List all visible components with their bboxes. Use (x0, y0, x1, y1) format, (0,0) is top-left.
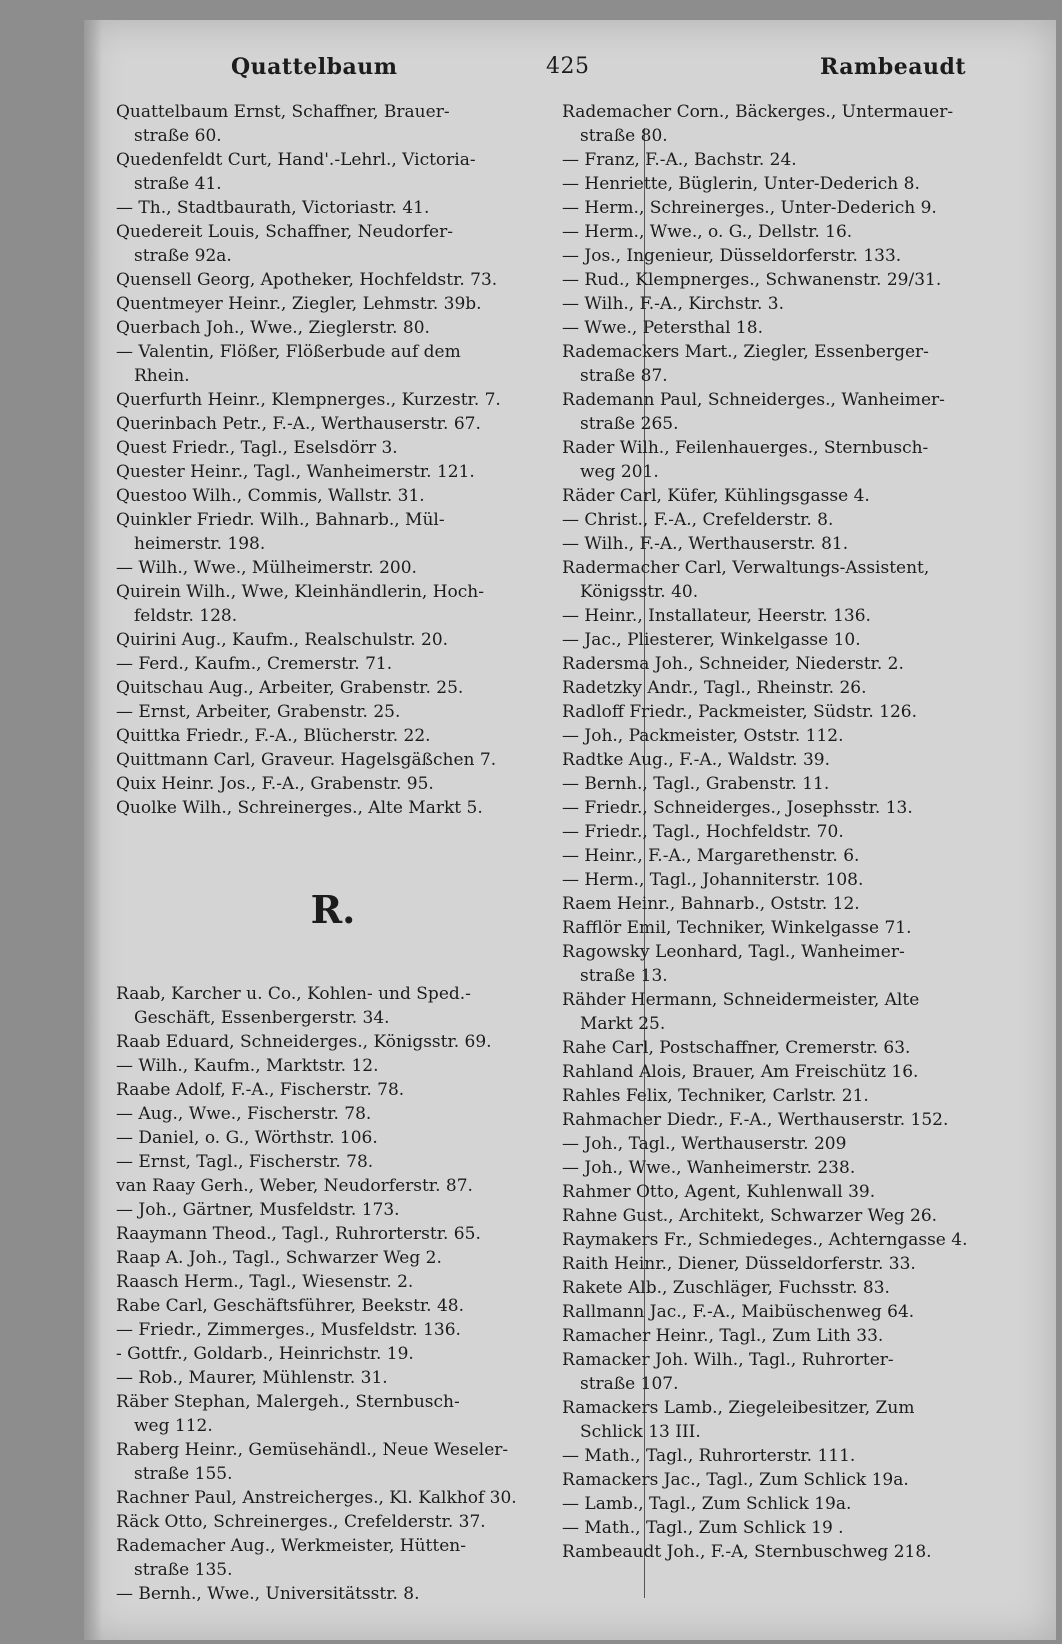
entry-line: Quedenfeldt Curt, Hand'.-Lehrl., Victoria- (116, 150, 476, 170)
directory-entry (116, 388, 550, 412)
entry-line: Raab, Karcher u. Co., Kohlen- und Sped.- (116, 984, 471, 1004)
directory-entry (116, 1102, 550, 1126)
directory-entry (116, 1030, 550, 1054)
directory-entry (562, 940, 1018, 988)
entry-line: Quix Heinr. Jos., F.-A., Grabenstr. 95. (116, 774, 434, 794)
entry-continuation: Rhein. (134, 366, 190, 386)
left-entries-r (116, 982, 550, 1606)
directory-entry (562, 724, 1018, 748)
directory-entry (116, 268, 550, 292)
entry-line: Rahmacher Diedr., F.-A., Werthauserstr. 152. (562, 1110, 949, 1130)
entry-line: Quest Friedr., Tagl., Eselsdörr 3. (116, 438, 398, 458)
entry-line: — Wilh., F.-A., Werthauserstr. 81. (562, 534, 849, 554)
directory-entry (562, 604, 1018, 628)
header-right-keyword: Rambeaudt (820, 54, 966, 80)
entry-continuation: straße 135. (134, 1560, 233, 1580)
directory-entry (562, 1204, 1018, 1228)
entry-line: Ramacker Joh. Wilh., Tagl., Ruhrorter- (562, 1350, 894, 1370)
entry-line: Raymakers Fr., Schmiedeges., Achterngasse 4. (562, 1230, 968, 1250)
entry-line: Radersma Joh., Schneider, Niederstr. 2. (562, 654, 904, 674)
directory-entry (562, 1324, 1018, 1348)
entry-line: — Joh., Gärtner, Musfeldstr. 173. (116, 1200, 400, 1220)
entry-line: — Ernst, Arbeiter, Grabenstr. 25. (116, 702, 401, 722)
entry-line: — Herm., Schreinerges., Unter-Dederich 9. (562, 198, 937, 218)
directory-entry (562, 988, 1018, 1036)
directory-entry (116, 1270, 550, 1294)
entry-line: Radloff Friedr., Packmeister, Südstr. 126. (562, 702, 918, 722)
directory-entry (562, 268, 1018, 292)
entry-line: — Ernst, Tagl., Fischerstr. 78. (116, 1152, 374, 1172)
directory-entry (562, 700, 1018, 724)
entry-line: — Herm., Tagl., Johanniterstr. 108. (562, 870, 864, 890)
entry-line: - Gottfr., Goldarb., Heinrichstr. 19. (116, 1344, 414, 1364)
directory-entry (562, 772, 1018, 796)
left-entries-q (116, 100, 550, 820)
entry-line: — Ferd., Kaufm., Cremerstr. 71. (116, 654, 393, 674)
directory-entry (562, 1492, 1018, 1516)
directory-entry (116, 676, 550, 700)
directory-entry (116, 1390, 550, 1438)
entry-line: Quitschau Aug., Arbeiter, Grabenstr. 25. (116, 678, 464, 698)
directory-entry (116, 628, 550, 652)
directory-entry (562, 1060, 1018, 1084)
directory-page (84, 20, 1056, 1640)
directory-entry (562, 844, 1018, 868)
directory-entry (116, 1246, 550, 1270)
directory-entry (116, 340, 550, 388)
directory-entry (562, 1252, 1018, 1276)
directory-entry (562, 436, 1018, 484)
entry-line: Radtke Aug., F.-A., Waldstr. 39. (562, 750, 831, 770)
directory-entry (116, 436, 550, 460)
entry-line: Rahles Felix, Techniker, Carlstr. 21. (562, 1086, 869, 1106)
entry-line: Quittka Friedr., F.-A., Blücherstr. 22. (116, 726, 431, 746)
entry-line: — Henriette, Büglerin, Unter-Dederich 8. (562, 174, 920, 194)
directory-entry (116, 1318, 550, 1342)
directory-entry (116, 460, 550, 484)
entry-continuation: straße 13. (580, 966, 668, 986)
directory-entry (116, 1054, 550, 1078)
entry-line: van Raay Gerh., Weber, Neudorferstr. 87. (116, 1176, 473, 1196)
entry-continuation: Schlick 13 III. (580, 1422, 701, 1442)
entry-line: — Franz, F.-A., Bachstr. 24. (562, 150, 797, 170)
entry-continuation: weg 112. (134, 1416, 213, 1436)
entry-continuation: Markt 25. (580, 1014, 666, 1034)
entry-continuation: straße 87. (580, 366, 668, 386)
directory-entry (116, 982, 550, 1030)
entry-line: — Bernh., Wwe., Universitätsstr. 8. (116, 1584, 420, 1604)
directory-entry (562, 868, 1018, 892)
directory-entry (562, 292, 1018, 316)
entry-line: Rademacher Corn., Bäckerges., Untermauer- (562, 102, 954, 122)
entry-line: — Joh., Packmeister, Oststr. 112. (562, 726, 844, 746)
entry-line: — Friedr., Zimmerges., Musfeldstr. 136. (116, 1320, 461, 1340)
directory-entry (116, 484, 550, 508)
entry-continuation: straße 60. (134, 126, 222, 146)
entry-continuation: straße 107. (580, 1374, 679, 1394)
directory-entry (116, 724, 550, 748)
entry-line: — Valentin, Flößer, Flößerbude auf dem (116, 342, 461, 362)
entry-line: — Heinr., Installateur, Heerstr. 136. (562, 606, 871, 626)
entry-line: Ramacher Heinr., Tagl., Zum Lith 33. (562, 1326, 884, 1346)
directory-entry (562, 388, 1018, 436)
directory-entry (116, 148, 550, 196)
entry-continuation: straße 155. (134, 1464, 233, 1484)
entry-line: Rademann Paul, Schneiderges., Wanheimer- (562, 390, 945, 410)
directory-entry (562, 1444, 1018, 1468)
entry-line: — Wilh., Wwe., Mülheimerstr. 200. (116, 558, 417, 578)
entry-line: Quirini Aug., Kaufm., Realschulstr. 20. (116, 630, 449, 650)
directory-entry (116, 1366, 550, 1390)
directory-entry (116, 1438, 550, 1486)
directory-entry (116, 700, 550, 724)
right-entries (562, 100, 1018, 1564)
right-column (562, 100, 1018, 1564)
entry-line: — Heinr., F.-A., Margarethenstr. 6. (562, 846, 860, 866)
entry-line: — Rob., Maurer, Mühlenstr. 31. (116, 1368, 388, 1388)
directory-entry (562, 532, 1018, 556)
directory-entry (116, 796, 550, 820)
directory-entry (116, 772, 550, 796)
entry-line: Ramackers Lamb., Ziegeleibesitzer, Zum (562, 1398, 915, 1418)
entry-line: Quinkler Friedr. Wilh., Bahnarb., Mül- (116, 510, 445, 530)
directory-entry (116, 100, 550, 148)
entry-line: Quirein Wilh., Wwe, Kleinhändlerin, Hoch- (116, 582, 484, 602)
entry-line: Rader Wilh., Feilenhauerges., Sternbusch- (562, 438, 929, 458)
entry-line: Raab Eduard, Schneiderges., Königsstr. 69. (116, 1032, 492, 1052)
entry-line: — Daniel, o. G., Wörthstr. 106. (116, 1128, 378, 1148)
entry-continuation: straße 80. (580, 126, 668, 146)
entry-line: Raap A. Joh., Tagl., Schwarzer Weg 2. (116, 1248, 442, 1268)
entry-line: Radermacher Carl, Verwaltungs-Assistent, (562, 558, 930, 578)
entry-line: — Math., Tagl., Ruhrorterstr. 111. (562, 1446, 856, 1466)
directory-entry (116, 1534, 550, 1582)
entry-line: — Th., Stadtbaurath, Victoriastr. 41. (116, 198, 430, 218)
entry-line: Rallmann Jac., F.-A., Maibüschenweg 64. (562, 1302, 915, 1322)
entry-line: — Lamb., Tagl., Zum Schlick 19a. (562, 1494, 852, 1514)
directory-entry (116, 1078, 550, 1102)
entry-line: Rademacher Aug., Werkmeister, Hütten- (116, 1536, 466, 1556)
directory-entry (562, 1108, 1018, 1132)
directory-entry (116, 1174, 550, 1198)
entry-line: Quattelbaum Ernst, Schaffner, Brauer- (116, 102, 450, 122)
entry-continuation: straße 92a. (134, 246, 232, 266)
entry-line: Ramackers Jac., Tagl., Zum Schlick 19a. (562, 1470, 909, 1490)
entry-continuation: weg 201. (580, 462, 659, 482)
header-left-keyword: Quattelbaum (231, 54, 398, 80)
entry-continuation: heimerstr. 198. (134, 534, 266, 554)
directory-entry (562, 1300, 1018, 1324)
directory-entry (562, 1276, 1018, 1300)
entry-line: Querfurth Heinr., Klempnerges., Kurzestr. 7. (116, 390, 501, 410)
entry-line: Querinbach Petr., F.-A., Werthauserstr. 67. (116, 414, 481, 434)
directory-entry (562, 676, 1018, 700)
directory-entry (116, 1510, 550, 1534)
entry-line: — Christ., F.-A., Crefelderstr. 8. (562, 510, 834, 530)
entry-line: Quentmeyer Heinr., Ziegler, Lehmstr. 39b. (116, 294, 482, 314)
directory-entry (562, 556, 1018, 604)
entry-line: Raaymann Theod., Tagl., Ruhrorterstr. 65. (116, 1224, 481, 1244)
entry-line: — Bernh., Tagl., Grabenstr. 11. (562, 774, 830, 794)
entry-line: Rähder Hermann, Schneidermeister, Alte (562, 990, 920, 1010)
directory-entry (562, 148, 1018, 172)
entry-line: Rademackers Mart., Ziegler, Essenberger- (562, 342, 929, 362)
left-column (116, 100, 550, 1606)
entry-line: — Herm., Wwe., o. G., Dellstr. 16. (562, 222, 853, 242)
entry-line: Quolke Wilh., Schreinerges., Alte Markt 5. (116, 798, 483, 818)
entry-line: — Math., Tagl., Zum Schlick 19 . (562, 1518, 844, 1538)
entry-line: Raith Heinr., Diener, Düsseldorferstr. 33. (562, 1254, 916, 1274)
directory-entry (116, 1486, 550, 1510)
entry-line: Rahmer Otto, Agent, Kuhlenwall 39. (562, 1182, 876, 1202)
entry-line: — Aug., Wwe., Fischerstr. 78. (116, 1104, 372, 1124)
entry-line: Rabe Carl, Geschäftsführer, Beekstr. 48. (116, 1296, 465, 1316)
entry-line: Rahne Gust., Architekt, Schwarzer Weg 26. (562, 1206, 938, 1226)
entry-line: Rambeaudt Joh., F.-A, Sternbuschweg 218. (562, 1542, 932, 1562)
entry-line: Quedereit Louis, Schaffner, Neudorfer- (116, 222, 453, 242)
directory-entry (116, 316, 550, 340)
directory-entry (562, 196, 1018, 220)
entry-line: — Friedr., Tagl., Hochfeldstr. 70. (562, 822, 844, 842)
entry-line: Räck Otto, Schreinerges., Crefelderstr. 37. (116, 1512, 486, 1532)
entry-line: Raem Heinr., Bahnarb., Oststr. 12. (562, 894, 860, 914)
directory-entry (562, 316, 1018, 340)
directory-entry (562, 1084, 1018, 1108)
entry-line: — Wilh., Kaufm., Marktstr. 12. (116, 1056, 379, 1076)
entry-line: — Jac., Pliesterer, Winkelgasse 10. (562, 630, 861, 650)
directory-entry (116, 292, 550, 316)
directory-entry (562, 340, 1018, 388)
directory-entry (562, 1036, 1018, 1060)
entry-line: Räber Stephan, Malergeh., Sternbusch- (116, 1392, 460, 1412)
section-letter: R. (310, 887, 356, 932)
directory-entry (562, 508, 1018, 532)
directory-entry (116, 412, 550, 436)
directory-entry (562, 100, 1018, 148)
directory-entry (562, 652, 1018, 676)
entry-line: Quittmann Carl, Graveur. Hagelsgäßchen 7. (116, 750, 497, 770)
entry-line: — Wwe., Petersthal 18. (562, 318, 763, 338)
entry-line: — Friedr., Schneiderges., Josephsstr. 13. (562, 798, 913, 818)
entry-line: — Joh., Wwe., Wanheimerstr. 238. (562, 1158, 856, 1178)
directory-entry (116, 1342, 550, 1366)
directory-entry (562, 484, 1018, 508)
entry-line: Raabe Adolf, F.-A., Fischerstr. 78. (116, 1080, 405, 1100)
directory-entry (562, 1228, 1018, 1252)
directory-entry (116, 1126, 550, 1150)
entry-line: Raasch Herm., Tagl., Wiesenstr. 2. (116, 1272, 414, 1292)
entry-line: Räder Carl, Küfer, Kühlingsgasse 4. (562, 486, 870, 506)
entry-line: Quensell Georg, Apotheker, Hochfeldstr. 73. (116, 270, 498, 290)
entry-line: Quester Heinr., Tagl., Wanheimerstr. 121. (116, 462, 475, 482)
directory-entry (562, 892, 1018, 916)
directory-entry (562, 1156, 1018, 1180)
entry-continuation: Königsstr. 40. (580, 582, 699, 602)
directory-entry (562, 820, 1018, 844)
directory-entry (562, 1132, 1018, 1156)
entry-line: Rakete Alb., Zuschläger, Fuchsstr. 83. (562, 1278, 890, 1298)
directory-entry (116, 1222, 550, 1246)
entry-line: Radetzky Andr., Tagl., Rheinstr. 26. (562, 678, 867, 698)
entry-line: Rachner Paul, Anstreicherges., Kl. Kalkhof 30. (116, 1488, 517, 1508)
directory-entry (562, 1348, 1018, 1396)
entry-line: — Jos., Ingenieur, Düsseldorferstr. 133. (562, 246, 902, 266)
directory-entry (562, 916, 1018, 940)
directory-entry (116, 508, 550, 556)
entry-line: Raberg Heinr., Gemüsehändl., Neue Weseler- (116, 1440, 509, 1460)
entry-line: Ragowsky Leonhard, Tagl., Wanheimer- (562, 942, 905, 962)
directory-entry (116, 1198, 550, 1222)
directory-entry (116, 1582, 550, 1606)
directory-entry (562, 1396, 1018, 1444)
entry-continuation: Geschäft, Essenbergerstr. 34. (134, 1008, 390, 1028)
directory-entry (562, 748, 1018, 772)
entry-line: Rahland Alois, Brauer, Am Freischütz 16. (562, 1062, 919, 1082)
directory-entry (116, 1294, 550, 1318)
directory-entry (116, 1150, 550, 1174)
directory-entry (116, 556, 550, 580)
directory-entry (562, 172, 1018, 196)
directory-entry (116, 652, 550, 676)
directory-entry (562, 1516, 1018, 1540)
directory-entry (116, 748, 550, 772)
directory-entry (562, 796, 1018, 820)
entry-line: Rahe Carl, Postschaffner, Cremerstr. 63. (562, 1038, 911, 1058)
entry-line: Questoo Wilh., Commis, Wallstr. 31. (116, 486, 425, 506)
entry-line: Rafflör Emil, Techniker, Winkelgasse 71. (562, 918, 912, 938)
directory-entry (562, 244, 1018, 268)
entry-line: Querbach Joh., Wwe., Zieglerstr. 80. (116, 318, 430, 338)
entry-continuation: straße 265. (580, 414, 679, 434)
entry-line: — Wilh., F.-A., Kirchstr. 3. (562, 294, 784, 314)
directory-entry (116, 196, 550, 220)
entry-line: — Joh., Tagl., Werthauserstr. 209 (562, 1134, 847, 1154)
directory-entry (562, 1540, 1018, 1564)
entry-line: — Rud., Klempnerges., Schwanenstr. 29/31. (562, 270, 942, 290)
entry-continuation: straße 41. (134, 174, 222, 194)
entry-continuation: feldstr. 128. (134, 606, 238, 626)
directory-entry (116, 580, 550, 628)
page-number: 425 (546, 54, 590, 79)
directory-entry (562, 220, 1018, 244)
directory-entry (116, 220, 550, 268)
directory-entry (562, 1468, 1018, 1492)
directory-entry (562, 628, 1018, 652)
directory-entry (562, 1180, 1018, 1204)
